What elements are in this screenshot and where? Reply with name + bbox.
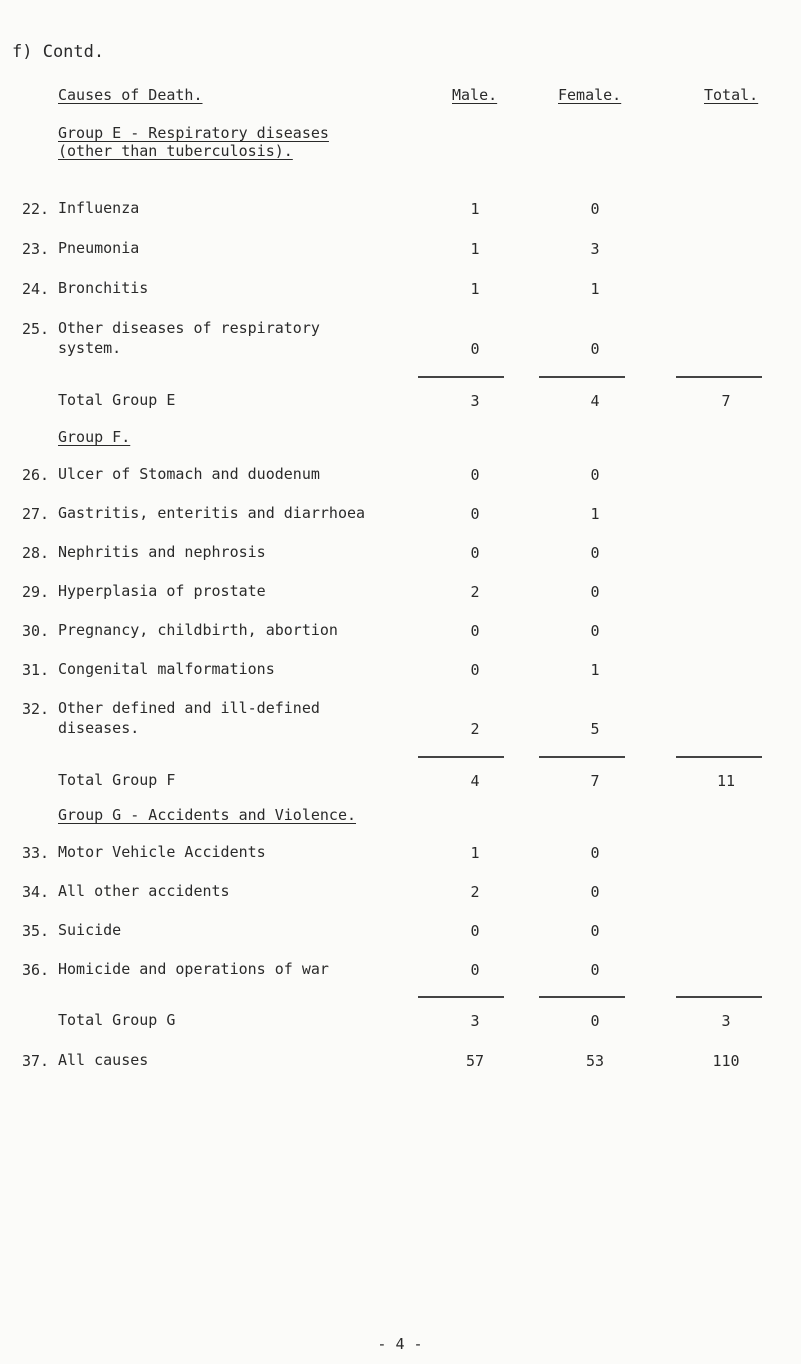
group-total: 3 <box>721 1012 731 1030</box>
male-count: 0 <box>470 340 480 358</box>
female-total: 0 <box>590 1012 600 1030</box>
male-count: 0 <box>470 961 480 979</box>
row-label: Influenza <box>58 199 140 217</box>
male-count: 1 <box>470 240 480 258</box>
row-number: 25. <box>22 320 50 338</box>
group-e-title: Group E - Respiratory diseases <box>58 124 329 142</box>
row-number: 32. <box>22 700 50 718</box>
row-number: 22. <box>22 200 50 218</box>
row-label: Suicide <box>58 921 122 939</box>
group-g-title: Group G - Accidents and Violence. <box>58 806 357 824</box>
row-label: Other defined and ill-defined <box>58 699 320 717</box>
row-number: 30. <box>22 622 50 640</box>
male-count: 1 <box>470 844 480 862</box>
row-label: Nephritis and nephrosis <box>58 543 266 561</box>
column-header-female: Female. <box>558 86 622 104</box>
column-header-total: Total. <box>704 86 759 104</box>
section-heading: f) Contd. <box>12 42 105 62</box>
female-count: 5 <box>590 720 600 738</box>
female-count: 0 <box>590 622 600 640</box>
row-number: 36. <box>22 961 50 979</box>
female-count: 0 <box>590 844 600 862</box>
total-label: Total Group G <box>58 1011 176 1029</box>
row-number: 37. <box>22 1052 50 1070</box>
row-label: All causes <box>58 1051 149 1069</box>
female-count: 3 <box>590 240 600 258</box>
subtotal-rule <box>676 996 762 998</box>
row-label: Homicide and operations of war <box>58 960 329 978</box>
female-count: 0 <box>590 544 600 562</box>
male-count: 2 <box>470 883 480 901</box>
female-total: 53 <box>585 1052 605 1070</box>
subtotal-rule <box>539 376 625 378</box>
row-number: 35. <box>22 922 50 940</box>
row-label: Motor Vehicle Accidents <box>58 843 266 861</box>
male-count: 1 <box>470 200 480 218</box>
male-count: 0 <box>470 661 480 679</box>
male-count: 2 <box>470 583 480 601</box>
female-count: 0 <box>590 883 600 901</box>
row-number: 34. <box>22 883 50 901</box>
female-count: 0 <box>590 340 600 358</box>
row-number: 31. <box>22 661 50 679</box>
subtotal-rule <box>676 376 762 378</box>
total-label: Total Group F <box>58 771 176 789</box>
male-total: 3 <box>470 1012 480 1030</box>
row-number: 26. <box>22 466 50 484</box>
row-label: Other diseases of respiratory <box>58 319 320 337</box>
male-count: 1 <box>470 280 480 298</box>
male-total: 3 <box>470 392 480 410</box>
male-count: 0 <box>470 505 480 523</box>
row-label: Congenital malformations <box>58 660 275 678</box>
grand-total: 110 <box>712 1052 740 1070</box>
group-f-title: Group F. <box>58 428 131 446</box>
male-count: 2 <box>470 720 480 738</box>
row-label: Bronchitis <box>58 279 149 297</box>
row-number: 33. <box>22 844 50 862</box>
row-label: Gastritis, enteritis and diarrhoea <box>58 504 366 522</box>
row-number: 28. <box>22 544 50 562</box>
female-count: 0 <box>590 466 600 484</box>
subtotal-rule <box>418 996 504 998</box>
female-count: 0 <box>590 200 600 218</box>
female-count: 1 <box>590 280 600 298</box>
subtotal-rule <box>539 996 625 998</box>
female-total: 4 <box>590 392 600 410</box>
group-total: 11 <box>716 772 736 790</box>
female-count: 0 <box>590 922 600 940</box>
male-count: 0 <box>470 622 480 640</box>
male-count: 0 <box>470 544 480 562</box>
subtotal-rule <box>539 756 625 758</box>
subtotal-rule <box>676 756 762 758</box>
group-e-subtitle: (other than tuberculosis). <box>58 142 293 160</box>
row-number: 23. <box>22 240 50 258</box>
row-label: All other accidents <box>58 882 230 900</box>
female-total: 7 <box>590 772 600 790</box>
female-count: 0 <box>590 583 600 601</box>
subtotal-rule <box>418 376 504 378</box>
row-label: Pregnancy, childbirth, abortion <box>58 621 338 639</box>
male-total: 57 <box>465 1052 485 1070</box>
male-total: 4 <box>470 772 480 790</box>
male-count: 0 <box>470 466 480 484</box>
subtotal-rule <box>418 756 504 758</box>
female-count: 1 <box>590 505 600 523</box>
female-count: 1 <box>590 661 600 679</box>
column-header-cause: Causes of Death. <box>58 86 203 104</box>
page-number: - 4 - <box>377 1335 423 1353</box>
row-label: Hyperplasia of prostate <box>58 582 266 600</box>
row-number: 27. <box>22 505 50 523</box>
group-total: 7 <box>721 392 731 410</box>
row-label: Pneumonia <box>58 239 140 257</box>
row-label-continued: diseases. <box>58 719 140 737</box>
row-number: 24. <box>22 280 50 298</box>
row-number: 29. <box>22 583 50 601</box>
female-count: 0 <box>590 961 600 979</box>
total-label: Total Group E <box>58 391 176 409</box>
row-label: Ulcer of Stomach and duodenum <box>58 465 320 483</box>
column-header-male: Male. <box>452 86 498 104</box>
male-count: 0 <box>470 922 480 940</box>
row-label-continued: system. <box>58 339 122 357</box>
